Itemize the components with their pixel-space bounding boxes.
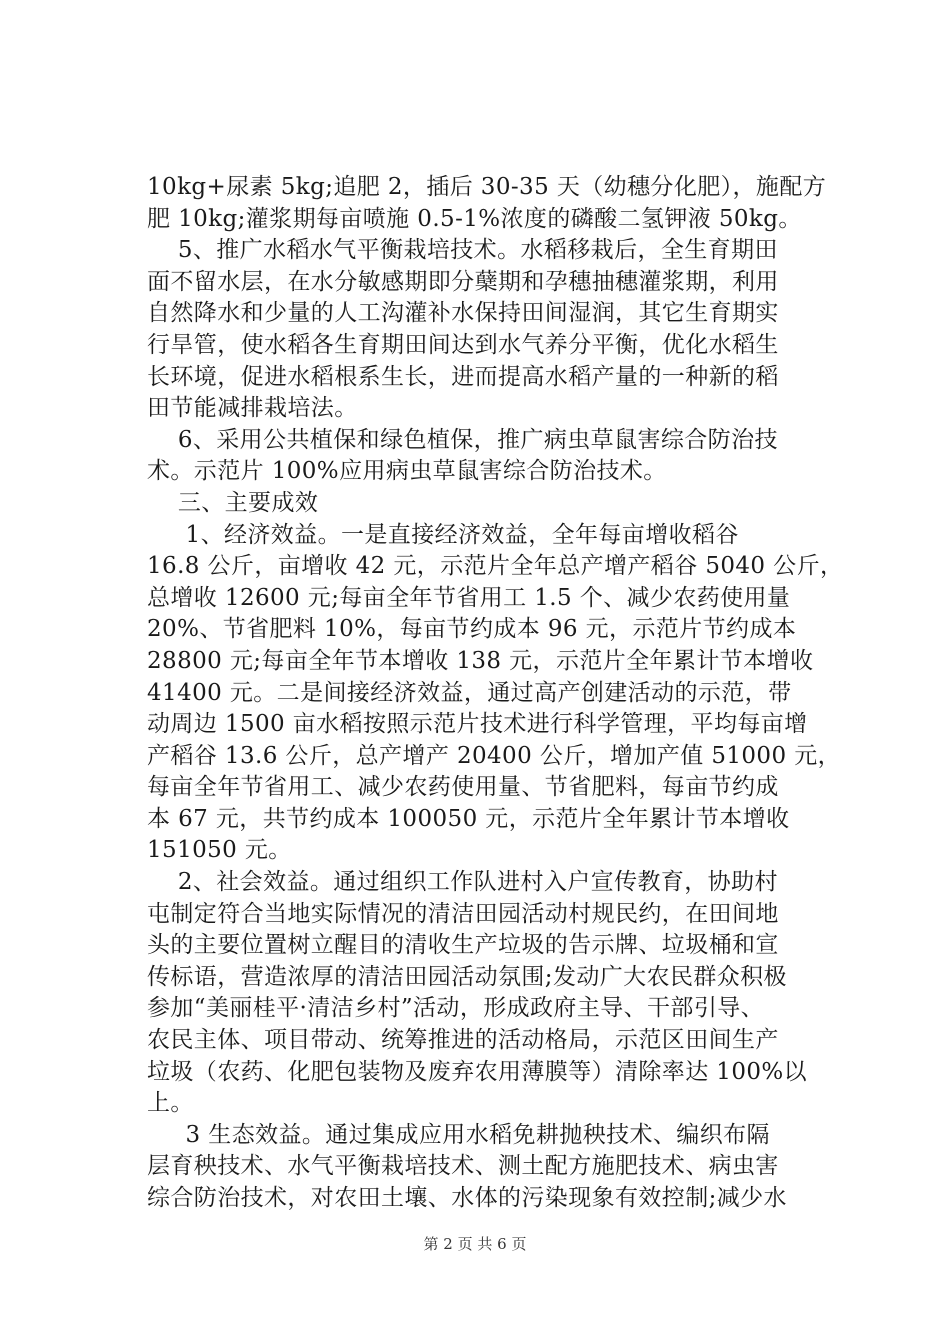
text-line: 肥 10kg;灌浆期每亩喷施 0.5-1%浓度的磷酸二氢钾液 50kg。 [147,205,802,232]
text-line: 3 生态效益。通过集成应用水稻免耕抛秧技术、编织布隔 [147,1121,770,1148]
text-line: 1、经济效益。一是直接经济效益，全年每亩增收稻谷 [147,521,739,548]
section-heading: 三、主要成效 [147,489,319,516]
text-line: 动周边 1500 亩水稻按照示范片技术进行科学管理，平均每亩增 [147,711,808,738]
text-line: 参加“美丽桂平·清洁乡村”活动，形成政府主导、干部引导、 [147,995,765,1022]
text-line: 41400 元。二是间接经济效益，通过高产创建活动的示范，带 [147,679,792,706]
text-line: 综合防治技术，对农田土壤、水体的污染现象有效控制;减少水 [147,1185,787,1211]
text-line: 头的主要位置树立醒目的清收生产垃圾的告示牌、垃圾桶和宣 [147,932,779,959]
text-line: 5、推广水稻水气平衡栽培技术。水稻移栽后，全生育期田 [147,237,778,264]
text-line: 层育秧技术、水气平衡栽培技术、测土配方施肥技术、病虫害 [147,1153,779,1180]
text-line: 2、社会效益。通过组织工作队进村入户宣传教育，协助村 [147,869,778,896]
text-line: 总增收 12600 元;每亩全年节省用工 1.5 个、减少农药使用量 [147,584,791,611]
page-footer: 第 2 页 共 6 页 [423,1235,527,1253]
text-line: 每亩全年节省用工、减少农药使用量、节省肥料，每亩节约成 [147,774,779,801]
text-line: 20%、节省肥料 10%，每亩节约成本 96 元，示范片节约成本 [147,616,797,643]
text-line: 自然降水和少量的人工沟灌补水保持田间湿润，其它生育期实 [147,300,779,327]
text-line: 传标语，营造浓厚的清洁田园活动氛围;发动广大农民群众积极 [147,963,787,990]
document-body [147,172,844,1215]
text-line: 151050 元。 [147,837,292,864]
text-line: 6、采用公共植保和绿色植保，推广病虫草鼠害综合防治技 [147,426,778,453]
text-line: 产稻谷 13.6 公斤，总产增产 20400 公斤，增加产值 51000 元， [147,742,842,769]
text-line: 长环境，促进水稻根系生长，进而提高水稻产量的一种新的稻 [147,363,779,390]
text-line: 上。 [147,1090,194,1117]
text-line: 农民主体、项目带动、统筹推进的活动格局，示范区田间生产 [147,1027,779,1054]
text-line: 面不留水层，在水分敏感期即分蘖期和孕穗抽穗灌浆期，利用 [147,268,779,295]
text-line: 16.8 公斤，亩增收 42 元，示范片全年总产增产稻谷 5040 公斤， [147,553,844,580]
text-line: 垃圾（农药、化肥包装物及废弃农用薄膜等）清除率达 100%以 [147,1058,808,1085]
text-line: 行旱管，使水稻各生育期田间达到水气养分平衡，优化水稻生 [147,331,779,358]
text-line: 28800 元;每亩全年节本增收 138 元，示范片全年累计节本增收 [147,647,814,674]
text-line: 田节能减排栽培法。 [147,395,358,422]
text-line: 术。示范片 100%应用病虫草鼠害综合防治技术。 [147,458,667,485]
text-line: 本 67 元，共节约成本 100050 元，示范片全年累计节本增收 [147,805,790,832]
text-line: 10kg+尿素 5kg;追肥 2，插后 30-35 天（幼穗分化肥），施配方 [147,174,827,200]
text-line: 屯制定符合当地实际情况的清洁田园活动村规民约，在田间地 [147,900,779,927]
